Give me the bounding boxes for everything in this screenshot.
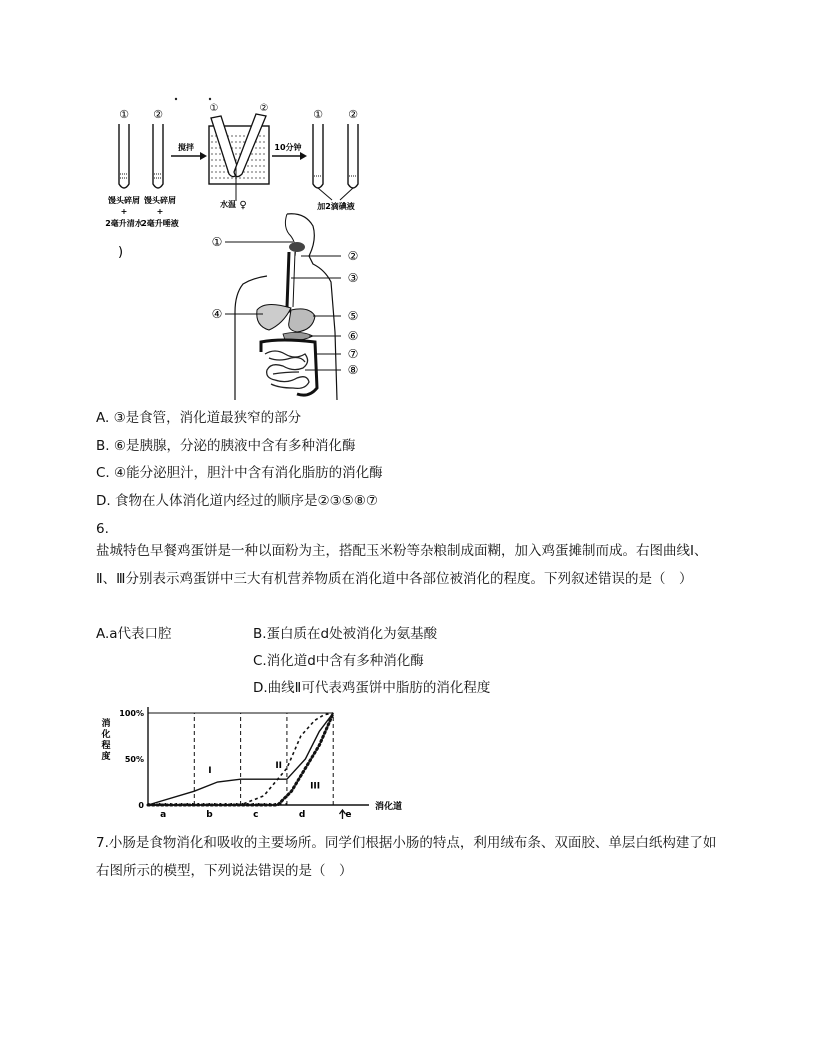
liver [257,304,291,330]
label-2: ② [347,249,359,263]
label-1: ① [211,235,223,249]
svg-text:搅拌: 搅拌 [178,143,194,152]
label-7: ⑦ [347,347,359,361]
y-axis-label-char: 消 [101,719,111,729]
tube-2-plus: + [156,207,164,216]
label-6: ⑥ [347,329,359,343]
q5-option-c: C. ④能分泌胆汁，胆汁中含有消化脂肪的消化酶 [96,465,383,481]
x-category-label: c [253,810,259,820]
stray-paren: ) [118,245,124,260]
q6-option-d: D.曲线Ⅱ可代表鸡蛋饼中脂肪的消化程度 [253,680,491,696]
q6-option-a: A.a代表口腔 [96,626,172,642]
x-category-label: d [298,810,306,820]
tube-1-label: ① [119,108,129,121]
svg-text:②: ② [259,103,269,114]
q5-option-b: B. ⑥是胰腺，分泌的胰液中含有多种消化酶 [96,438,356,454]
small-intestine [265,351,309,388]
mouth [289,242,305,252]
x-category-label: a [160,810,167,820]
q7-stem: 7.小肠是食物消化和吸收的主要场所。同学们根据小肠的特点，利用绒布条、双面胶、单层白纸构建了如右图所示的模型，下列说法错误的是（ ） [96,835,717,879]
stir-arrow [171,142,207,160]
tube-1-plus: + [120,207,128,216]
y-axis-label-char: 度 [101,752,111,762]
label-8: ⑧ [347,363,359,377]
q6-option-b: B.蛋白质在d处被消化为氨基酸 [253,626,438,642]
svg-text:②: ② [348,108,358,121]
tube-2-caption: 馒头碎屑 [144,196,176,205]
y-tick-label: 50% [124,755,144,764]
q6-stem: 盐城特色早餐鸡蛋饼是一种以面粉为主，搭配玉米粉等杂粮制成面糊，加入鸡蛋摊制而成。右图曲线Ⅰ、Ⅱ、Ⅲ分别表示鸡蛋饼中三大有机营养物质在消化道中各部位被消化的程度。下列叙述错误的是（ ） [96,543,708,587]
q6-number: 6. [96,521,109,537]
label-5: ⑤ [347,309,359,323]
water-bath-beaker [209,103,269,211]
tube-1-caption-water: 2毫升清水 [105,219,143,228]
iodine-label: 加2滴碘液 [317,202,355,211]
label-4: ④ [211,307,223,321]
tubes-after [313,108,358,211]
y-axis-label-char: 程 [101,741,111,751]
ten-minute-arrow [272,142,307,160]
q5-option-a: A. ③是食管，消化道最狭窄的部分 [96,410,302,426]
tube-1-caption: 馒头碎屑 [108,196,140,205]
q6-option-c: C.消化道d中含有多种消化酶 [253,653,424,669]
tube-2 [153,108,163,188]
digestion-chart [96,704,403,820]
y-tick-label: 0 [138,801,144,810]
x-axis-label: 消化道 [375,802,403,812]
x-category-label: b [206,810,213,820]
curve-label-II: II [275,761,283,772]
svg-text:♀: ♀ [239,200,247,211]
y-tick-label: 100% [119,709,144,718]
tube-1 [119,108,129,188]
y-axis-label-char: 化 [101,730,111,740]
svg-text:①: ① [313,108,323,121]
curve-label-I: I [208,765,212,776]
svg-text:10分钟: 10分钟 [274,143,302,152]
curve-label-III: III [310,781,321,792]
tube-2-caption-saliva: 2毫升唾液 [141,219,179,228]
x-category-label: e [345,810,352,820]
digestive-system-figure [205,212,365,402]
svg-text:①: ① [209,103,219,114]
tube-2-label: ② [153,108,163,121]
stomach [289,309,315,332]
q5-option-d: D. 食物在人体消化道内经过的顺序是②③⑤⑧⑦ [96,493,378,509]
water-bath-label: 水温 [220,200,236,209]
label-3: ③ [347,271,359,285]
